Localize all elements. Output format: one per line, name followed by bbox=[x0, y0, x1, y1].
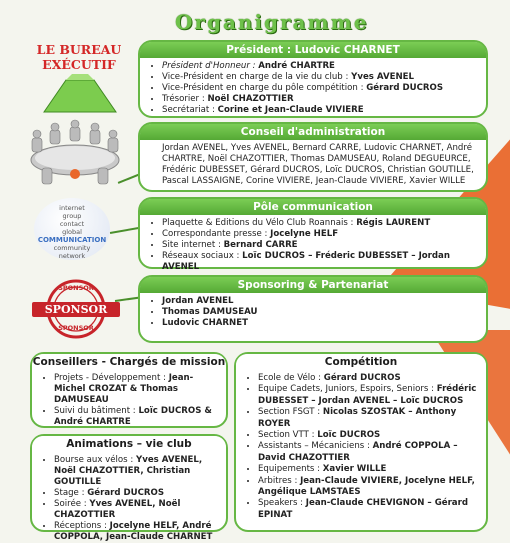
conseil-members: Jordan AVENEL, Yves AVENEL, Bernard CARRE, Ludovic CHARNET, André CHARTRE, Noël CHAZOTTIER, Thomas DAMUSEAU, Roland DEGUEURCE, Frédéric DUBESSET, Gérard DUCROS, Loïc DUCROS, Christian GOUTILLE, Pascal LASSAIGNE, Corine VIVIERE, Jean-Claude VIVIERE, Xavier WILLE bbox=[162, 143, 474, 186]
animations-box bbox=[30, 434, 228, 542]
communication-header: Pôle communication bbox=[140, 199, 486, 215]
list-item: • Vice-Président en charge de la vie du club : Yves AVENEL bbox=[162, 72, 480, 83]
bureau-executif-logo bbox=[34, 42, 124, 72]
list-item: • Assistants – Mécaniciens : André COPPOLA – David CHAZOTTIER bbox=[258, 441, 480, 464]
list-item: • Equipe Cadets, Juniors, Espoirs, Seniors : Frédéric DUBESSET – Jordan AVENEL – Loïc DUCROS bbox=[258, 384, 480, 407]
bureau-line2: EXÉCUTIF bbox=[42, 57, 116, 72]
sponsor-text-main: SPONSOR bbox=[44, 303, 108, 316]
list-item: • Vice-Président en charge du pôle compétition : Gérard DUCROS bbox=[162, 83, 480, 94]
sponsoring-box bbox=[138, 275, 488, 343]
list-item: • Bourse aux vélos : Yves AVENEL, Noël CHAZOTTIER, Christian GOUTILLE bbox=[54, 455, 220, 488]
list-item: • Site internet : Bernard CARRE bbox=[162, 240, 480, 251]
list-item: • Réceptions : Jocelyne HELF, André COPPOLA, Jean-Claude CHARNET bbox=[54, 521, 220, 543]
page-title: Organigramme bbox=[175, 10, 369, 34]
competition-list bbox=[236, 373, 486, 521]
list-item: • Soirée : Yves AVENEL, Noël CHAZOTTIER bbox=[54, 499, 220, 521]
bureau-line1: LE BUREAU bbox=[36, 42, 122, 57]
list-item: • Equipements : Xavier WILLE bbox=[258, 464, 480, 475]
sphere-word: internet bbox=[59, 204, 85, 212]
meeting-table-icon bbox=[20, 118, 130, 190]
list-item: • Suivi du bâtiment : Loïc DUCROS & André CHARTRE bbox=[54, 406, 220, 428]
sponsor-text-bottom: SPONSOR bbox=[58, 324, 94, 332]
sphere-word: global bbox=[62, 228, 82, 236]
communication-sphere-icon bbox=[34, 198, 110, 260]
list-item: • Section FSGT : Nicolas SZOSTAK – Anthony ROYER bbox=[258, 407, 480, 430]
animations-list bbox=[32, 455, 226, 543]
list-item: • Speakers : Jean-Claude CHEVIGNON – Gérard EPINAT bbox=[258, 498, 480, 521]
list-item: • Réseaux sociaux : Loïc DUCROS – Fréderic DUBESSET – Jordan AVENEL bbox=[162, 251, 480, 273]
sphere-word: community bbox=[53, 244, 91, 252]
sphere-word: network bbox=[58, 252, 86, 260]
green-pyramid-icon bbox=[30, 74, 130, 114]
conseil-box bbox=[138, 122, 488, 192]
list-item: • Président d'Honneur : André CHARTRE bbox=[162, 61, 480, 72]
sponsor-seal-icon bbox=[26, 278, 126, 340]
list-item: • Thomas DAMUSEAU bbox=[162, 307, 480, 318]
sphere-word: contact bbox=[59, 220, 85, 228]
list-item: • Section VTT : Loïc DUCROS bbox=[258, 430, 480, 441]
conseillers-header: Conseillers - Chargés de mission bbox=[32, 356, 226, 368]
conseillers-list bbox=[32, 373, 226, 428]
sponsor-text-top: SPONSOR bbox=[58, 284, 94, 292]
competition-header: Compétition bbox=[236, 354, 486, 370]
list-item: • Arbitres : Jean-Claude VIVIERE, Jocelyne HELF, Angélique LAMSTAES bbox=[258, 476, 480, 499]
list-item: • Stage : Gérard DUCROS bbox=[54, 488, 220, 499]
sponsoring-list bbox=[140, 296, 486, 329]
sponsoring-header: Sponsoring & Partenariat bbox=[140, 277, 486, 293]
list-item: • Ecole de Vélo : Gérard DUCROS bbox=[258, 373, 480, 384]
president-box bbox=[138, 40, 488, 118]
list-item: • Jordan AVENEL bbox=[162, 296, 480, 307]
conseil-header: Conseil d'administration bbox=[140, 124, 486, 140]
communication-box bbox=[138, 197, 488, 272]
competition-box bbox=[234, 352, 488, 532]
list-item: • Trésorier : Noël CHAZOTTIER bbox=[162, 94, 480, 105]
sphere-word: group bbox=[62, 212, 82, 220]
conseillers-box bbox=[30, 352, 228, 428]
sphere-word: COMMUNICATION bbox=[37, 236, 107, 244]
animations-header: Animations – vie club bbox=[32, 436, 226, 452]
list-item: • Projets - Développement : Jean-Michel CROZAT & Thomas DAMUSEAU bbox=[54, 373, 220, 406]
president-header: Président : Ludovic CHARNET bbox=[140, 42, 486, 58]
communication-list bbox=[140, 218, 486, 273]
list-item: • Secrétariat : Corine et Jean-Claude VIVIERE bbox=[162, 105, 480, 116]
list-item: • Correspondante presse : Jocelyne HELF bbox=[162, 229, 480, 240]
list-item: • Plaquette & Editions du Vélo Club Roannais : Régis LAURENT bbox=[162, 218, 480, 229]
list-item: • Ludovic CHARNET bbox=[162, 318, 480, 329]
president-list bbox=[140, 61, 486, 116]
